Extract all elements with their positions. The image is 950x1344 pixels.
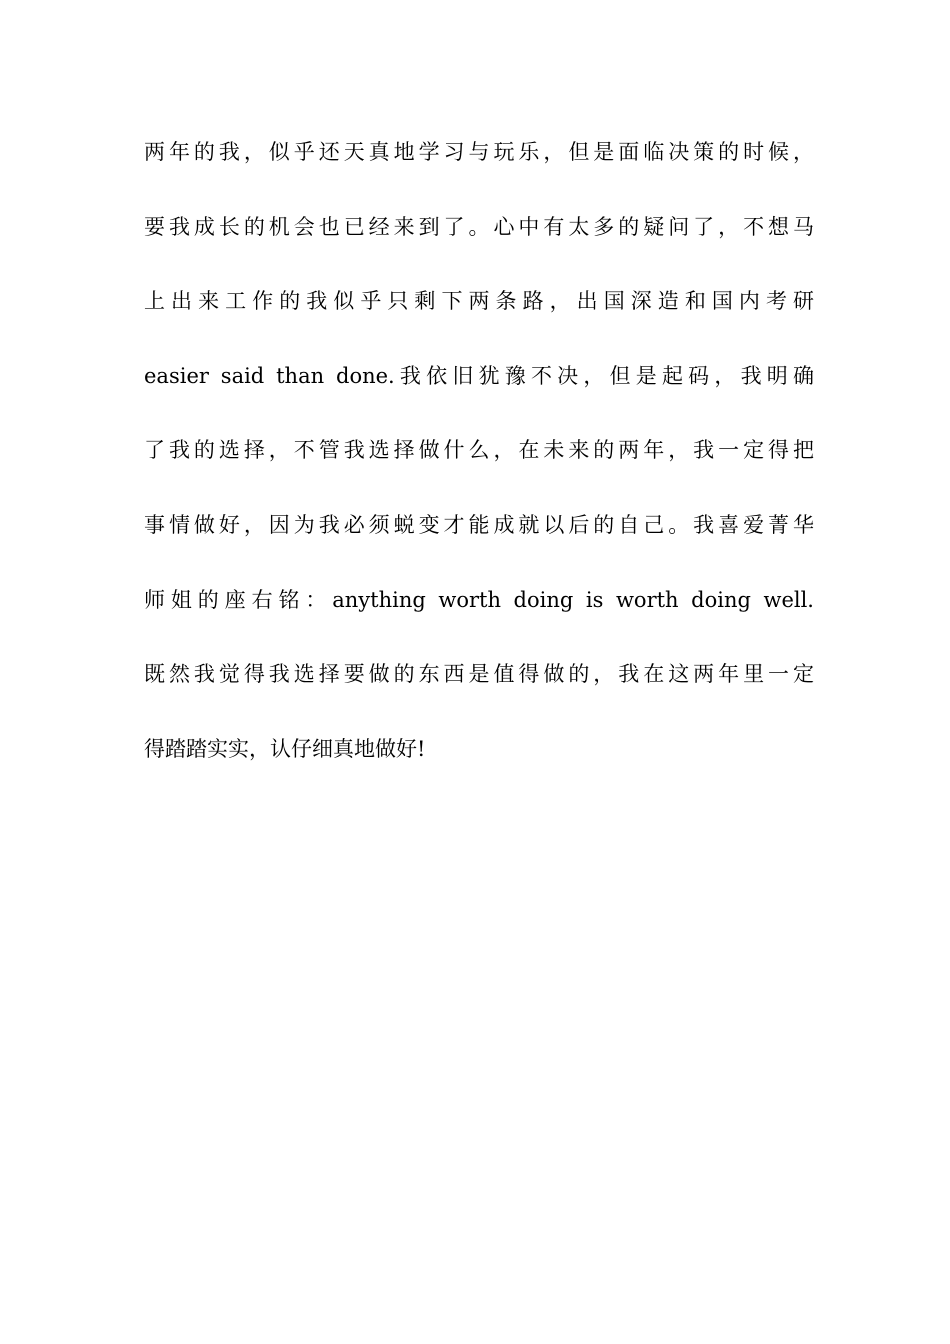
text-line-6: 事情做好，因为我必须蜕变才能成就以后的自己。我喜爱菁华 <box>144 512 814 537</box>
body-paragraph <box>144 132 814 803</box>
text-line-7: 师姐的座右铭：anything worth doing is worth doing well. <box>144 587 814 612</box>
text-line-1: 两年的我，似乎还天真地学习与玩乐，但是面临决策的时候， <box>144 140 814 164</box>
text-line-2: 要我成长的机会也已经来到了。心中有太多的疑问了，不想马 <box>144 214 814 239</box>
text-line-4: easier said than done.我依旧犹豫不决，但是起码，我明确 <box>144 363 814 388</box>
text-line-3: 上出来工作的我似乎只剩下两条路，出国深造和国内考研 <box>144 289 814 314</box>
text-line-9: 得踏踏实实，认仔细真地做好! <box>144 736 426 761</box>
text-line-5: 了我的选择，不管我选择做什么，在未来的两年，我一定得把 <box>144 438 814 463</box>
text-line-8: 既然我觉得我选择要做的东西是值得做的，我在这两年里一定 <box>144 662 814 687</box>
